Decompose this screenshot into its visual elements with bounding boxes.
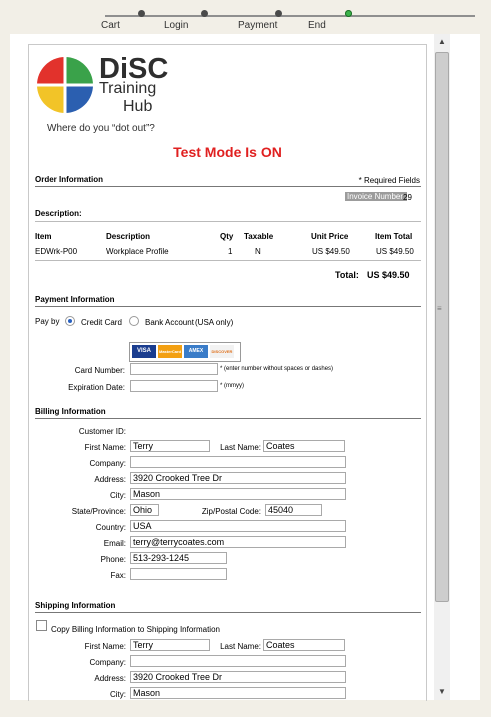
bank-account-label: Bank Account <box>145 318 194 327</box>
billing-state-field[interactable] <box>130 504 159 516</box>
company-label: Company: <box>89 459 126 468</box>
step-dot-icon <box>201 10 208 17</box>
order-heading: Order Information <box>35 175 104 184</box>
col-description: Description <box>106 232 151 241</box>
expiration-hint: * (mmyy) <box>220 383 244 389</box>
col-unit-price: Unit Price <box>311 232 349 241</box>
test-mode-banner: Test Mode Is ON <box>173 144 282 160</box>
country-label: Country: <box>95 523 126 532</box>
divider <box>35 306 421 307</box>
scrollbar-thumb[interactable] <box>435 52 449 602</box>
col-qty: Qty <box>220 232 234 241</box>
col-taxable: Taxable <box>244 232 274 241</box>
zip-label: Zip/Postal Code: <box>201 507 261 516</box>
scroll-up-icon[interactable]: ▲ <box>438 37 446 46</box>
col-item: Item <box>35 232 52 241</box>
billing-fax-field[interactable] <box>130 568 227 580</box>
divider <box>35 418 421 419</box>
state-label: State/Province: <box>71 507 126 516</box>
bank-account-note: (USA only) <box>195 318 234 327</box>
billing-phone-field[interactable] <box>130 552 227 564</box>
card-brands <box>129 342 241 362</box>
shipping-heading: Shipping Information <box>35 601 116 610</box>
shipping-last-name-field[interactable] <box>263 639 345 651</box>
last-name-label: Last Name: <box>220 642 261 651</box>
customer-id-label: Customer ID: <box>78 427 126 436</box>
shipping-city-field[interactable] <box>130 687 346 699</box>
disc-logo-icon <box>35 55 95 115</box>
first-name-label: First Name: <box>84 642 126 651</box>
copy-billing-label: Copy Billing Information to Shipping Information <box>51 625 220 634</box>
current-step-dot-icon <box>345 10 352 17</box>
billing-first-name-field[interactable] <box>130 440 210 452</box>
expiration-field[interactable] <box>130 380 218 392</box>
row-item: EDWrk-P00 <box>35 247 78 256</box>
divider <box>35 186 421 187</box>
logo-tagline: Where do you “dot out”? <box>47 123 155 134</box>
card-number-label: Card Number: <box>74 366 125 375</box>
step-label: Payment <box>238 20 278 31</box>
total-label: Total: <box>335 270 359 280</box>
row-qty: 1 <box>228 247 233 256</box>
address-label: Address: <box>94 674 126 683</box>
checkout-progress <box>0 0 491 36</box>
divider <box>35 612 421 613</box>
billing-company-field[interactable] <box>130 456 346 468</box>
fax-label: Fax: <box>110 571 126 580</box>
checkout-form <box>28 44 427 701</box>
billing-zip-field[interactable] <box>265 504 322 516</box>
step-label: Cart <box>101 20 120 31</box>
col-item-total: Item Total <box>375 232 413 241</box>
billing-heading: Billing Information <box>35 407 106 416</box>
pay-by-label: Pay by <box>35 317 60 326</box>
discover-icon: DISCOVER <box>210 345 234 358</box>
description-label: Description: <box>35 209 82 218</box>
shipping-address-field[interactable] <box>130 671 346 683</box>
email-label: Email: <box>103 539 126 548</box>
logo-brand: DiSC <box>99 53 169 85</box>
grip-icon: ≡ <box>437 304 442 313</box>
divider <box>35 221 421 222</box>
logo-line3: Hub <box>123 98 153 115</box>
billing-email-field[interactable] <box>130 536 346 548</box>
address-label: Address: <box>94 475 126 484</box>
copy-billing-checkbox[interactable] <box>36 620 47 631</box>
mastercard-icon: MasterCard <box>158 345 182 358</box>
phone-label: Phone: <box>100 555 126 564</box>
logo-line2: Training <box>99 80 157 97</box>
card-number-hint: * (enter number without spaces or dashes) <box>220 366 334 372</box>
total-value: US $49.50 <box>367 270 410 280</box>
scrollbar[interactable] <box>434 34 450 700</box>
credit-card-radio[interactable] <box>65 316 75 326</box>
billing-address-field[interactable] <box>130 472 346 484</box>
row-taxable: N <box>255 247 261 256</box>
billing-last-name-field[interactable] <box>263 440 345 452</box>
last-name-label: Last Name: <box>220 443 261 452</box>
row-item-total: US $49.50 <box>376 247 414 256</box>
company-label: Company: <box>89 658 126 667</box>
bank-account-radio[interactable] <box>129 316 139 326</box>
billing-country-field[interactable] <box>130 520 346 532</box>
logo <box>35 53 205 133</box>
billing-city-field[interactable] <box>130 488 346 500</box>
divider <box>35 260 421 261</box>
step-end <box>308 10 388 31</box>
payment-heading: Payment Information <box>35 295 115 304</box>
amex-icon: AMEX <box>184 345 208 358</box>
card-number-field[interactable] <box>130 363 218 375</box>
invoice-label: Invoice Number: <box>347 192 406 201</box>
city-label: City: <box>110 690 126 699</box>
step-dot-icon <box>275 10 282 17</box>
row-unit-price: US $49.50 <box>312 247 350 256</box>
shipping-company-field[interactable] <box>130 655 346 667</box>
invoice-number: 29 <box>403 193 412 202</box>
credit-card-label: Credit Card <box>81 318 122 327</box>
required-note: * Required Fields <box>358 176 420 185</box>
city-label: City: <box>110 491 126 500</box>
step-login <box>164 10 244 31</box>
step-label: End <box>308 20 326 31</box>
shipping-first-name-field[interactable] <box>130 639 210 651</box>
first-name-label: First Name: <box>84 443 126 452</box>
scroll-down-icon[interactable]: ▼ <box>438 687 446 696</box>
expiration-label: Expiration Date: <box>68 383 125 392</box>
step-dot-icon <box>138 10 145 17</box>
visa-icon: VISA <box>132 345 156 358</box>
row-description: Workplace Profile <box>106 247 169 256</box>
checkout-frame <box>10 34 480 700</box>
step-label: Login <box>164 20 189 31</box>
